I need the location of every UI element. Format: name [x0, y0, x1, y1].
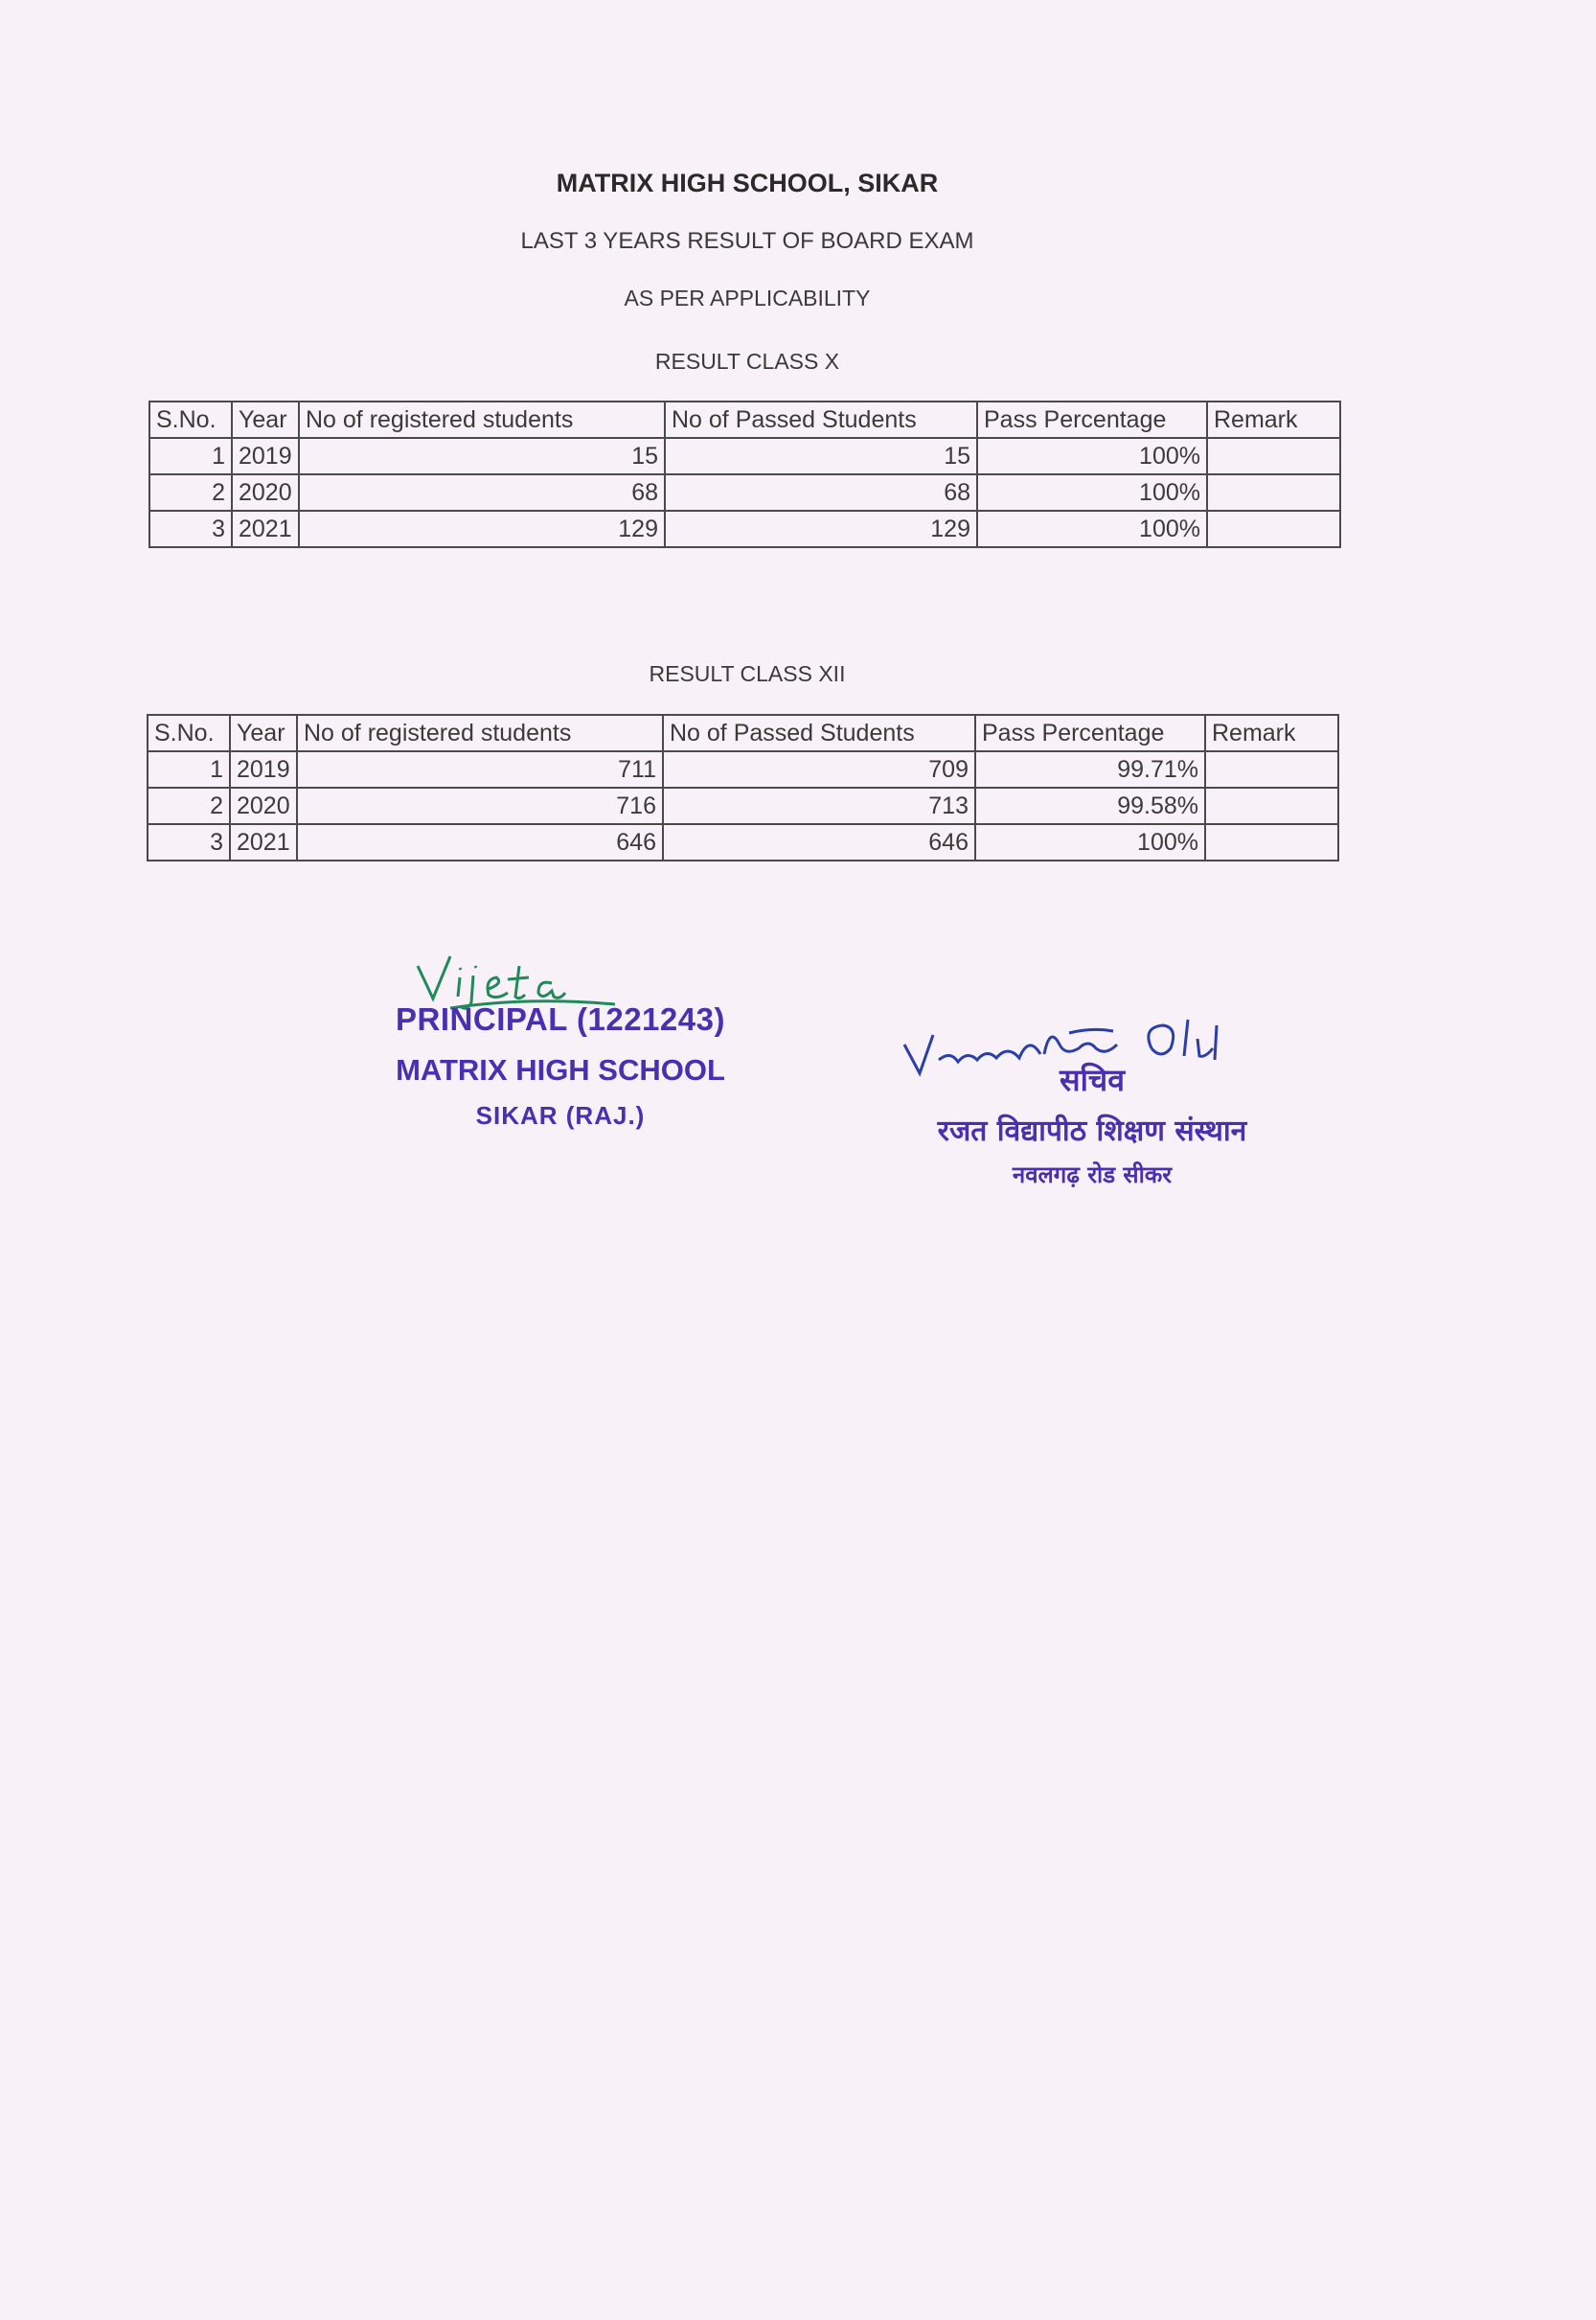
table-row	[149, 474, 1340, 511]
cell-sno: 2	[148, 788, 230, 824]
cell-registered: 68	[299, 474, 665, 511]
institution-address: नवलगढ़ रोड सीकर	[1012, 1161, 1173, 1188]
cell-year: 2021	[230, 824, 297, 861]
institution-name: रजत विद्यापीठ शिक्षण संस्थान	[937, 1114, 1247, 1148]
principal-title: PRINCIPAL (1221243)	[396, 1001, 725, 1037]
cell-passed: 709	[663, 751, 975, 788]
cell-remark	[1207, 438, 1340, 474]
cell-registered: 15	[299, 438, 665, 474]
cell-year: 2019	[232, 438, 299, 474]
header-registered: No of registered students	[299, 402, 665, 438]
cell-sno: 3	[148, 824, 230, 861]
header-percentage: Pass Percentage	[977, 402, 1207, 438]
principal-stamp	[383, 1001, 738, 1131]
table-row	[149, 438, 1340, 474]
school-title: MATRIX HIGH SCHOOL, SIKAR	[556, 169, 939, 197]
table-row	[149, 511, 1340, 547]
table-row	[148, 824, 1338, 861]
cell-sno: 1	[149, 438, 232, 474]
header-year: Year	[230, 715, 297, 751]
table-row	[148, 751, 1338, 788]
cell-percentage: 100%	[977, 511, 1207, 547]
header-passed: No of Passed Students	[665, 402, 977, 438]
cell-percentage: 100%	[977, 474, 1207, 511]
header-registered: No of registered students	[297, 715, 663, 751]
header-remark: Remark	[1205, 715, 1338, 751]
cell-sno: 1	[148, 751, 230, 788]
cell-year: 2020	[230, 788, 297, 824]
cell-passed: 646	[663, 824, 975, 861]
cell-remark	[1205, 824, 1338, 861]
cell-passed: 129	[665, 511, 977, 547]
header-remark: Remark	[1207, 402, 1340, 438]
cell-percentage: 99.58%	[975, 788, 1205, 824]
cell-sno: 3	[149, 511, 232, 547]
principal-school: MATRIX HIGH SCHOOL	[396, 1053, 725, 1087]
cell-remark	[1205, 751, 1338, 788]
applicability-note: AS PER APPLICABILITY	[624, 286, 871, 310]
cell-registered: 716	[297, 788, 663, 824]
cell-percentage: 100%	[975, 824, 1205, 861]
table-row	[148, 788, 1338, 824]
secretary-stamp	[891, 1059, 1293, 1190]
header-percentage: Pass Percentage	[975, 715, 1205, 751]
cell-passed: 68	[665, 474, 977, 511]
class-x-result-table	[148, 401, 1341, 548]
cell-year: 2021	[232, 511, 299, 547]
table-header-row	[148, 715, 1338, 751]
principal-location: SIKAR (RAJ.)	[475, 1101, 646, 1130]
cell-remark	[1205, 788, 1338, 824]
cell-percentage: 99.71%	[975, 751, 1205, 788]
cell-passed: 713	[663, 788, 975, 824]
cell-passed: 15	[665, 438, 977, 474]
cell-sno: 2	[149, 474, 232, 511]
class-xii-caption: RESULT CLASS XII	[649, 661, 846, 686]
table-header-row	[149, 402, 1340, 438]
cell-percentage: 100%	[977, 438, 1207, 474]
class-xii-result-table	[147, 714, 1339, 861]
cell-year: 2019	[230, 751, 297, 788]
cell-remark	[1207, 474, 1340, 511]
cell-registered: 129	[299, 511, 665, 547]
document-subtitle: LAST 3 YEARS RESULT OF BOARD EXAM	[520, 228, 974, 254]
header-passed: No of Passed Students	[663, 715, 975, 751]
class-x-caption: RESULT CLASS X	[654, 349, 840, 374]
cell-registered: 646	[297, 824, 663, 861]
secretary-title: सचिव	[1059, 1062, 1126, 1098]
cell-year: 2020	[232, 474, 299, 511]
cell-remark	[1207, 511, 1340, 547]
header-sno: S.No.	[149, 402, 232, 438]
header-sno: S.No.	[148, 715, 230, 751]
header-year: Year	[232, 402, 299, 438]
cell-registered: 711	[297, 751, 663, 788]
